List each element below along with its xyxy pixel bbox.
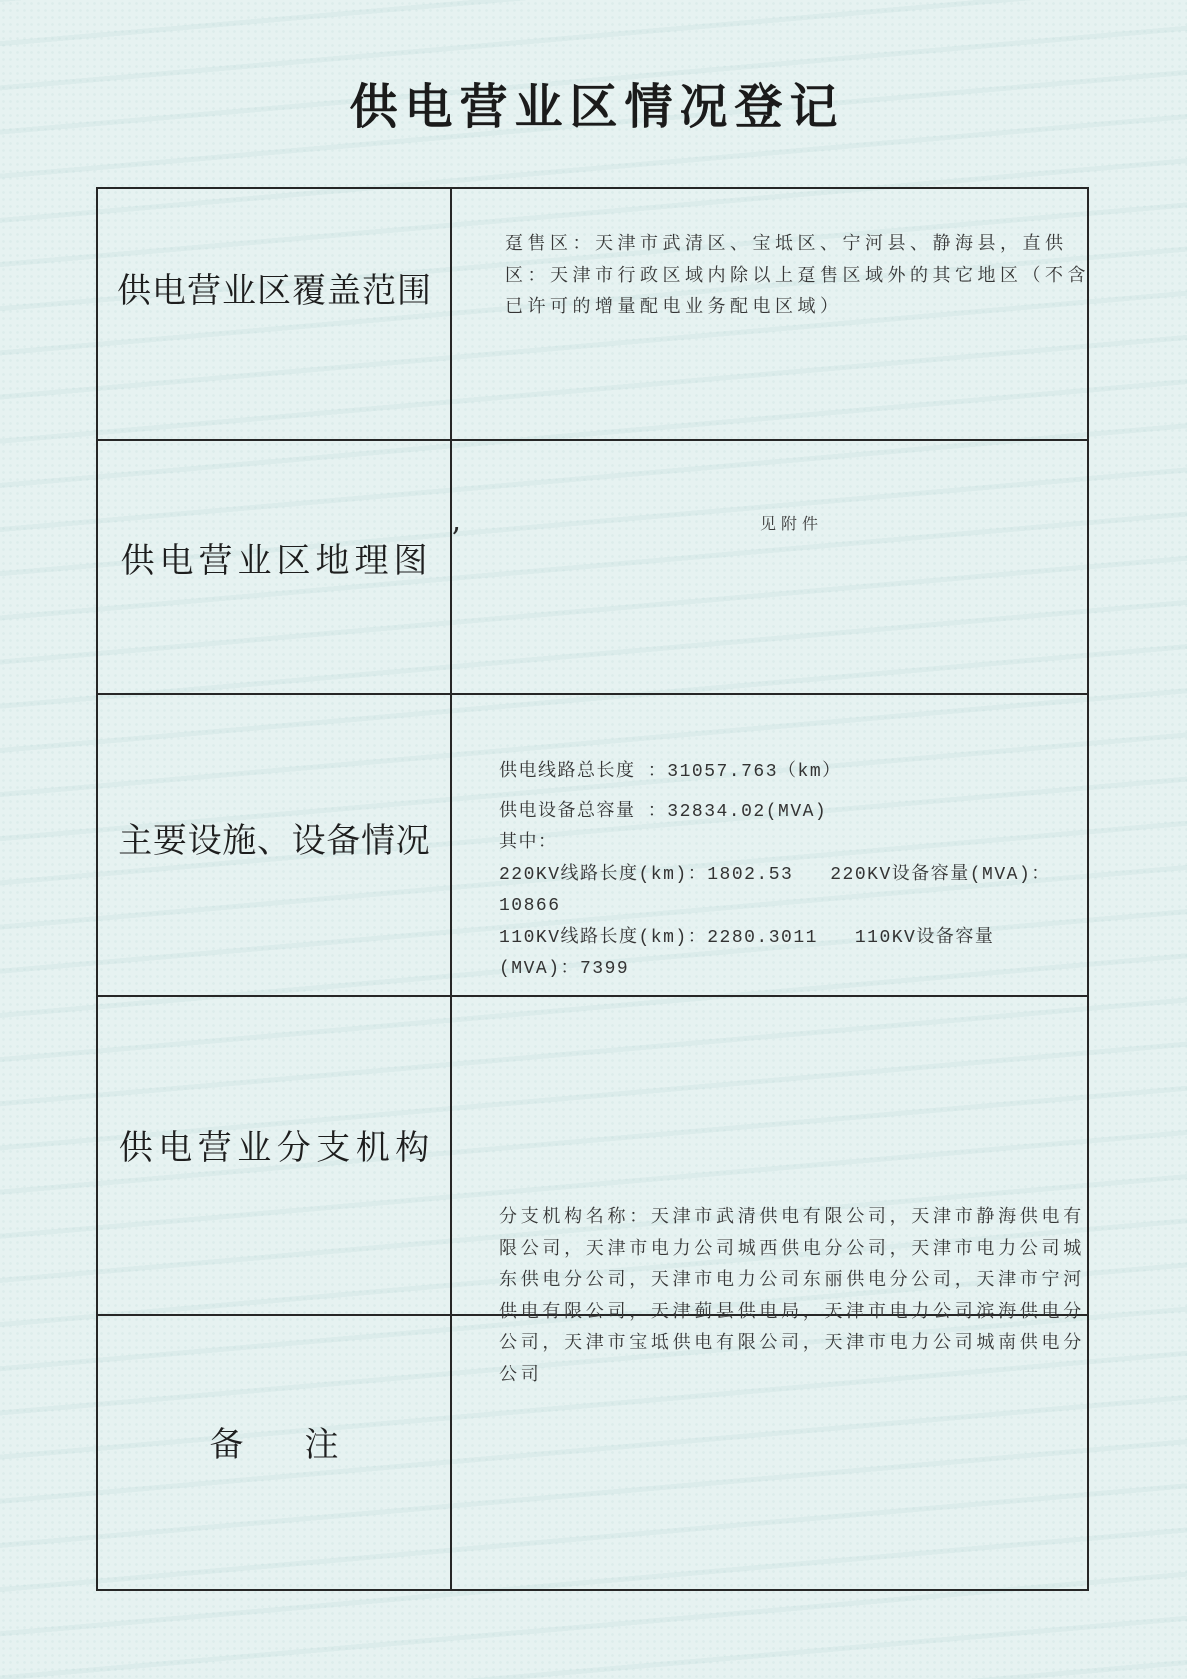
coverage-line: 已许可的增量配电业务配电区域） bbox=[505, 296, 843, 318]
value-cell-map bbox=[452, 441, 1087, 695]
label-cell-equipment bbox=[98, 695, 452, 997]
stray-mark: ’ bbox=[451, 522, 461, 557]
coverage-text bbox=[505, 228, 1090, 323]
branch-line: 供电有限公司，天津蓟县供电局，天津市电力公司滨海供电分 bbox=[499, 1300, 1085, 1322]
equipment-line: 供电线路总长度 ：31057.763（km） bbox=[499, 762, 842, 782]
coverage-line: 区：天津市行政区域内除以上趸售区域外的其它地区（不含 bbox=[505, 264, 1090, 286]
coverage-line: 趸售区：天津市武清区、宝坻区、宁河县、静海县，直供 bbox=[505, 233, 1068, 254]
equipment-line: (MVA)：7399 bbox=[499, 959, 630, 979]
value-cell-remarks bbox=[452, 1316, 1087, 1589]
page-title: 供电营业区情况登记 bbox=[349, 79, 845, 135]
row-label-equipment: 主要设施、设备情况 bbox=[118, 821, 431, 861]
row-label-coverage: 供电营业区覆盖范围 bbox=[117, 271, 432, 311]
branch-line: 公司 bbox=[499, 1363, 543, 1385]
value-cell-equipment bbox=[452, 695, 1087, 997]
branch-line: 东供电分公司，天津市电力公司东丽供电分公司，天津市宁河 bbox=[499, 1269, 1085, 1291]
label-cell-remarks bbox=[98, 1316, 452, 1589]
row-label-remarks: 备注 bbox=[209, 1425, 400, 1465]
equipment-line: 10866 bbox=[499, 896, 561, 916]
label-cell-branches bbox=[98, 997, 452, 1316]
equipment-line: 供电设备总容量 ：32834.02(MVA) bbox=[499, 801, 828, 822]
branch-line: 限公司，天津市电力公司城西供电分公司，天津市电力公司城 bbox=[499, 1237, 1085, 1259]
equipment-text bbox=[499, 757, 1087, 986]
label-cell-coverage bbox=[98, 189, 452, 441]
branch-line: 分支机构名称：天津市武清供电有限公司，天津市静海供电有 bbox=[499, 1206, 1085, 1227]
row-label-branches: 供电营业分支机构 bbox=[118, 1128, 435, 1168]
value-cell-coverage bbox=[452, 189, 1090, 441]
equipment-line: 110KV线路长度(km)：2280.3011 110KV设备容量 bbox=[499, 927, 995, 948]
equipment-line: 其中： bbox=[499, 833, 558, 853]
see-attachment-text: 见附件 bbox=[760, 514, 824, 533]
equipment-line: 220KV线路长度(km)：1802.53 220KV设备容量(MVA)： bbox=[499, 864, 1051, 885]
label-cell-map bbox=[98, 441, 461, 695]
branch-line: 公司，天津市宝坻供电有限公司，天津市电力公司城南供电分 bbox=[499, 1332, 1085, 1354]
registration-table bbox=[96, 187, 1089, 1591]
row-label-map: 供电营业区地理图 bbox=[120, 541, 433, 581]
value-cell-branches bbox=[452, 997, 1087, 1385]
